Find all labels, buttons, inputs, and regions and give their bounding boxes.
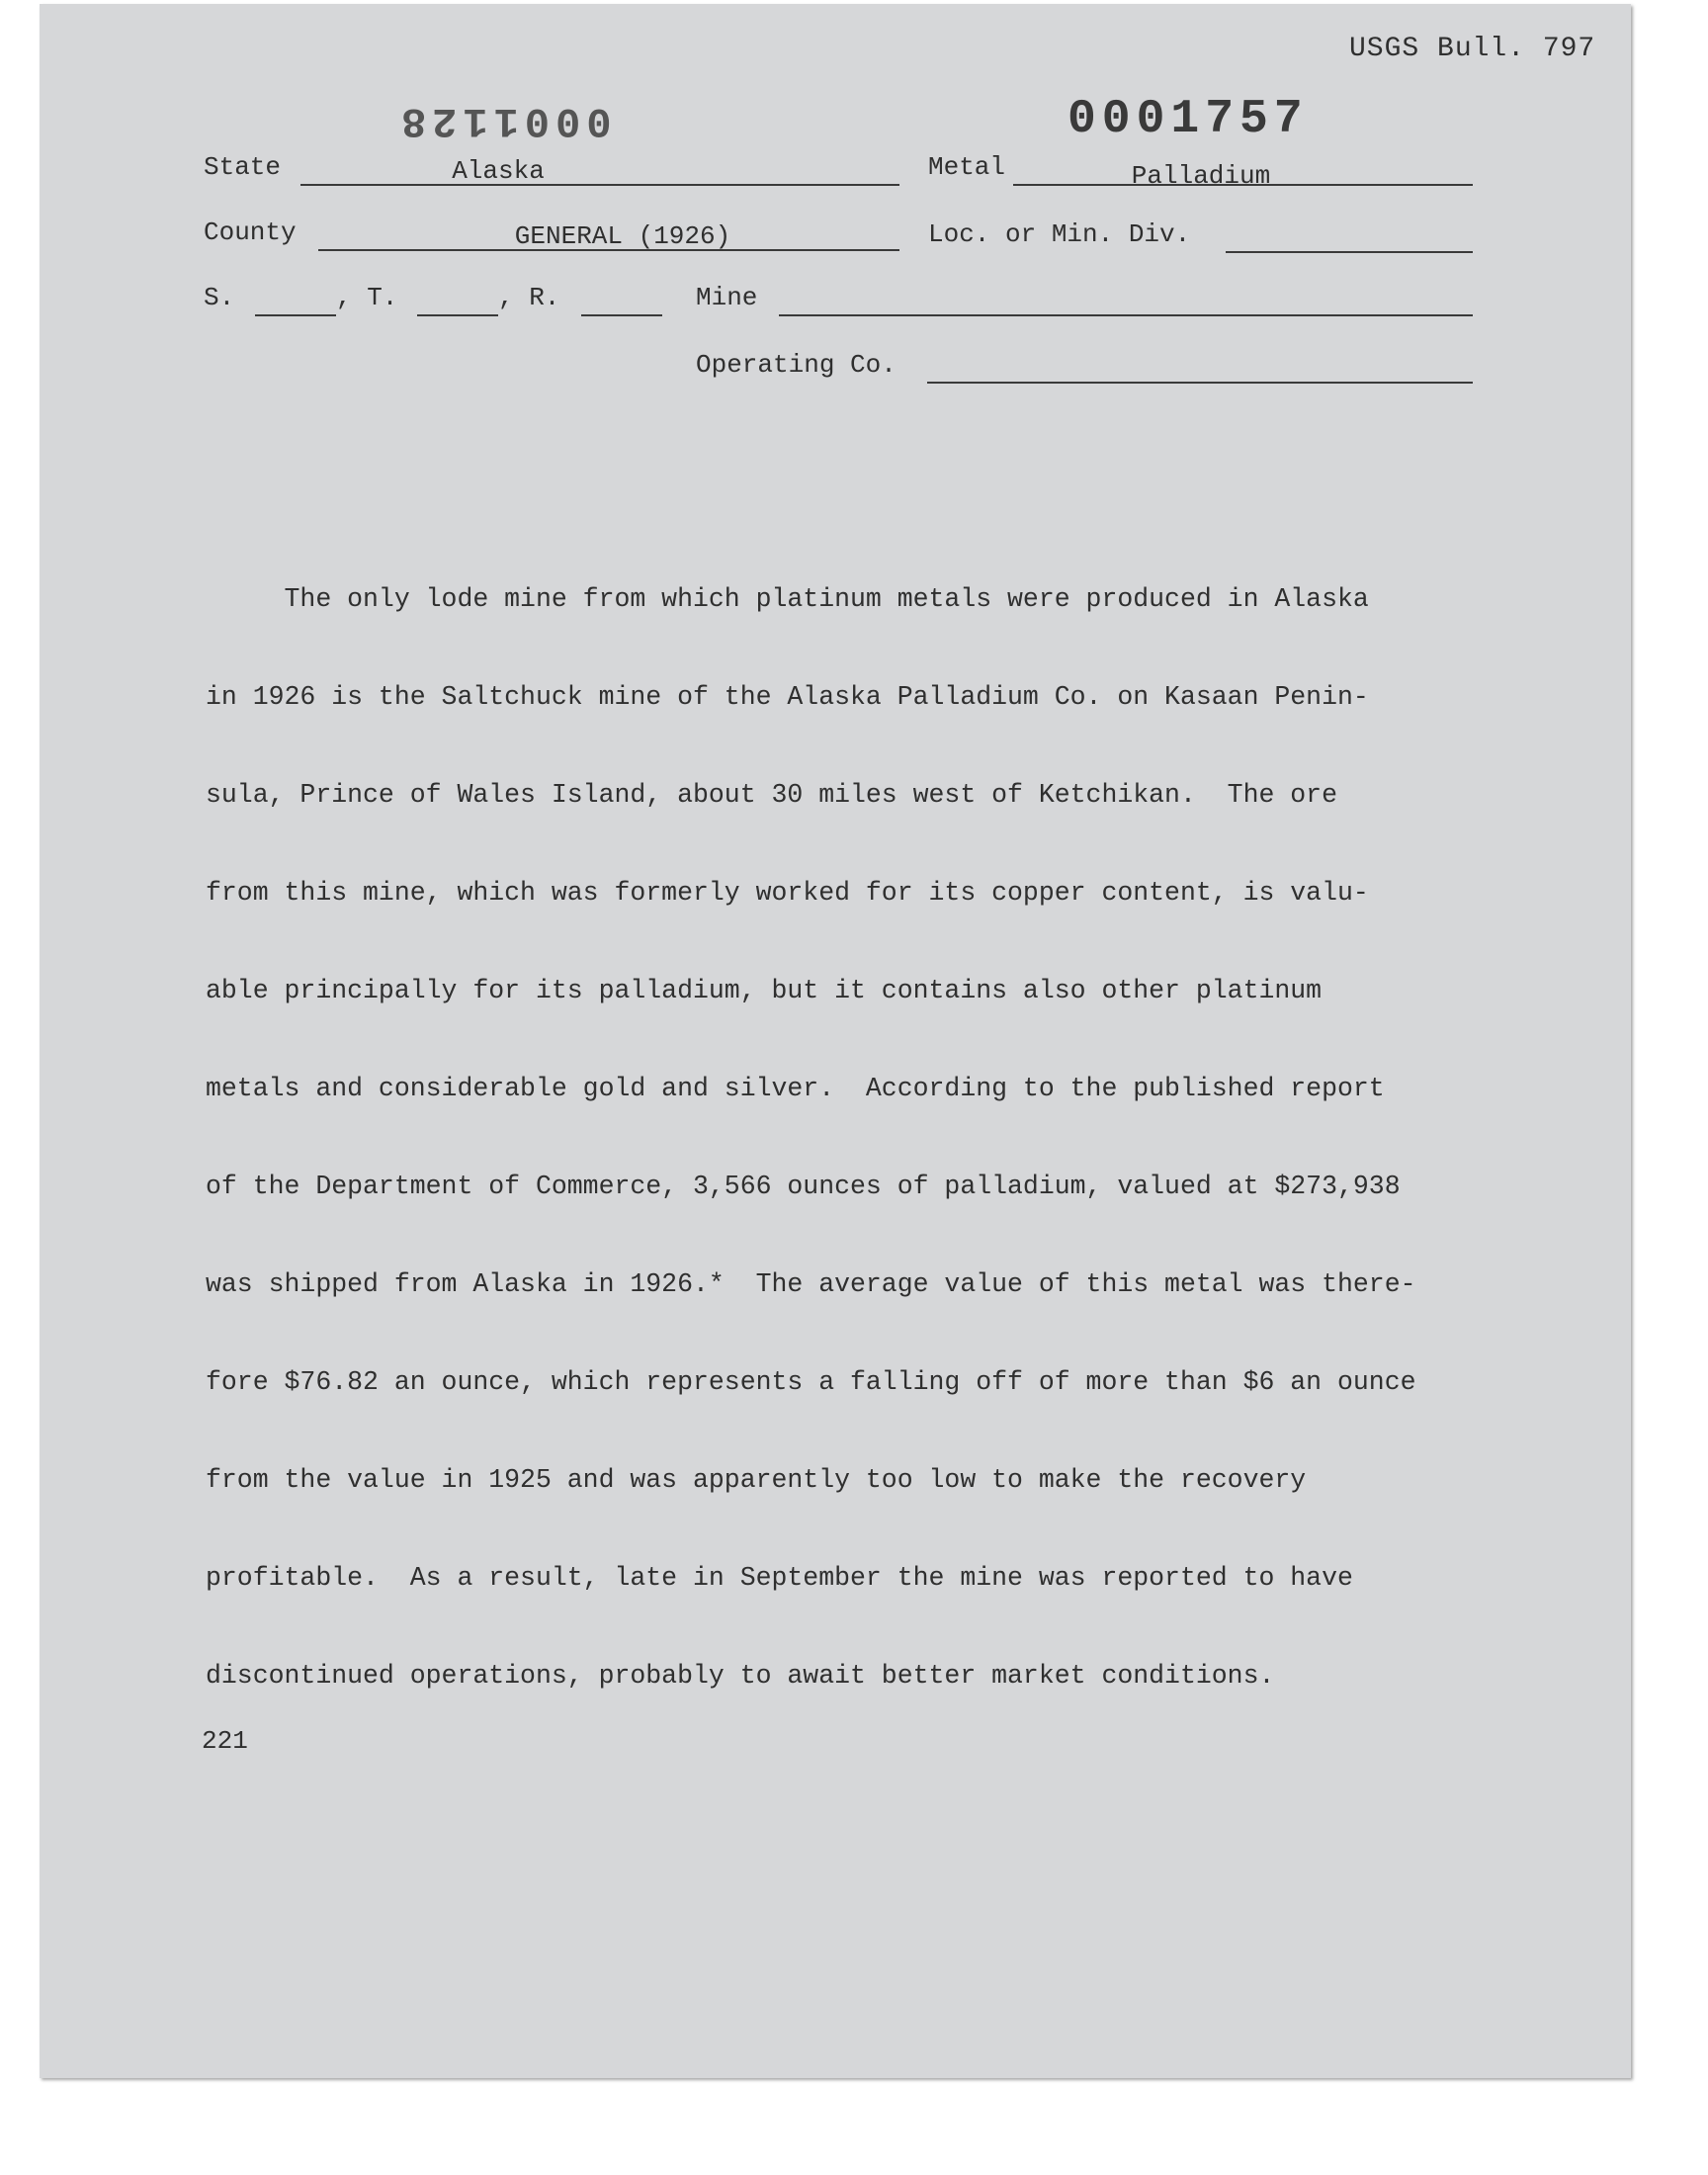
range-line <box>581 314 662 316</box>
body-line: from the value in 1925 and was apparently too low to make the recovery <box>206 1465 1307 1495</box>
location-label: Loc. or Min. Div. <box>928 219 1191 249</box>
body-line: sula, Prince of Wales Island, about 30 miles west of Ketchikan. The ore <box>206 780 1337 810</box>
state-value: Alaska <box>452 156 545 186</box>
body-paragraph <box>206 518 1540 1758</box>
county-label: County <box>204 218 297 247</box>
township-line <box>417 314 498 316</box>
section-line <box>255 314 336 316</box>
body-line: in 1926 is the Saltchuck mine of the Alaska Palladium Co. on Kasaan Penin- <box>206 682 1369 712</box>
stamp-number-inverted: 0001128 <box>395 97 612 144</box>
mine-line <box>779 314 1473 316</box>
body-line: fore $76.82 an ounce, which represents a falling off of more than $6 an ounce <box>206 1367 1416 1397</box>
county-value: GENERAL (1926) <box>514 221 731 251</box>
body-line: from this mine, which was formerly worked for its copper content, is valu- <box>206 878 1369 908</box>
body-line: discontinued operations, probably to await better market conditions. <box>206 1661 1275 1691</box>
body-line: of the Department of Commerce, 3,566 ounces of palladium, valued at $273,938 <box>206 1172 1401 1201</box>
range-label: , R. <box>498 283 560 312</box>
body-line: metals and considerable gold and silver. According to the published report <box>206 1074 1385 1103</box>
bulletin-reference: USGS Bull. 797 <box>1349 34 1596 64</box>
metal-label: Metal <box>928 152 1006 182</box>
section-label: S. <box>204 283 235 312</box>
mine-label: Mine <box>696 283 758 312</box>
metal-value: Palladium <box>1131 161 1271 191</box>
body-line: The only lode mine from which platinum metals were produced in Alaska <box>206 584 1369 614</box>
operating-company-label: Operating Co. <box>696 350 897 380</box>
location-line <box>1226 251 1473 253</box>
page-number: 221 <box>202 1726 248 1756</box>
township-label: , T. <box>336 283 398 312</box>
body-line: able principally for its palladium, but it contains also other platinum <box>206 976 1323 1005</box>
state-label: State <box>204 152 282 182</box>
stamp-number: 0001757 <box>1068 93 1309 146</box>
operating-company-line <box>927 382 1473 384</box>
body-line: profitable. As a result, late in September the mine was reported to have <box>206 1563 1353 1593</box>
body-line: was shipped from Alaska in 1926.* The average value of this metal was there- <box>206 1269 1416 1299</box>
document-page <box>40 4 1631 2078</box>
